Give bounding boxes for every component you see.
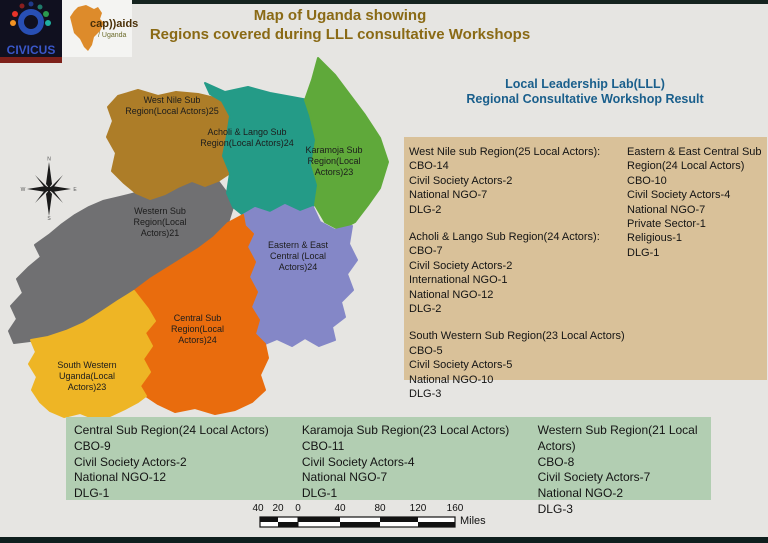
stat-line: CBO-8	[537, 454, 575, 469]
capaids-sublabel: / Uganda	[98, 32, 127, 39]
eastern-east-central-results	[627, 145, 767, 260]
capaids-logo	[62, 0, 139, 57]
stat-line: National NGO-10	[409, 373, 494, 386]
compass-s: S	[47, 216, 51, 220]
south-western-results	[409, 329, 627, 401]
stat-line: National NGO-7	[627, 203, 706, 216]
scale-tick: 120	[409, 503, 427, 514]
section-title: South Western Sub Region(23 Local Actors)	[409, 330, 625, 343]
western-results	[537, 423, 711, 516]
map-label-karamoja: Karamoja Sub Region(Local Actors)23	[305, 145, 363, 177]
karamoja-results	[302, 423, 538, 500]
section-title: Karamoja Sub Region(23 Local Actors)	[301, 423, 510, 437]
stat-line: Private Sector-1	[627, 218, 706, 231]
compass-n: N	[47, 156, 51, 163]
stat-line: DLG-1	[627, 246, 660, 259]
stat-line: Civil Society Actors-7	[537, 470, 651, 485]
page-title	[140, 6, 540, 44]
stat-line: DLG-2	[409, 303, 442, 316]
scale-tick: 80	[374, 503, 386, 514]
title-line-2: Regions covered during LLL consultative Workshops	[149, 26, 531, 43]
central-results	[74, 423, 302, 500]
scale-bar-graphic	[250, 516, 495, 530]
stat-line: DLG-1	[301, 486, 338, 501]
scale-tick: 160	[446, 503, 464, 514]
title-line-1: Map of Uganda showing	[253, 7, 427, 24]
map-scale-bar	[250, 503, 495, 535]
stat-line: Civil Society Actors-2	[409, 259, 513, 272]
stat-line: Civil Society Actors-5	[409, 359, 513, 372]
stat-line: DLG-2	[409, 203, 442, 216]
map-label-south-western: South Western Uganda(Local Actors)23	[57, 360, 117, 392]
civicus-label: CIVICUS	[6, 43, 56, 57]
scale-unit-label: Miles	[460, 515, 486, 527]
result-panel-heading	[410, 77, 760, 107]
results-left-column	[409, 145, 627, 401]
stat-line: National NGO-2	[537, 486, 624, 501]
map-label-western: Western Sub Region(Local Actors)21	[133, 206, 187, 238]
regional-results-panel	[404, 137, 767, 401]
section-title: Western Sub Region(21 Local Actors)	[537, 423, 698, 453]
section-title: Acholi & Lango Sub Region(24 Actors):	[409, 231, 600, 244]
stat-line: DLG-1	[74, 486, 110, 501]
civicus-logo	[0, 0, 62, 57]
stat-line: CBO-10	[627, 174, 667, 187]
scale-tick: 0	[295, 503, 301, 514]
section-title: Eastern & East Central Sub Region(24 Local Actors)	[627, 146, 762, 173]
scale-tick: 40	[252, 503, 264, 514]
stat-line: Civil Society Actors-4	[627, 189, 731, 202]
compass-e: E	[73, 187, 77, 193]
stat-line: DLG-3	[537, 501, 573, 516]
scale-tick: 40	[334, 503, 346, 514]
compass-rose	[20, 156, 78, 220]
stat-line: CBO-7	[409, 245, 443, 258]
map-label-central: Central Sub Region(Local Actors)24	[170, 313, 225, 345]
stat-line: DLG-3	[409, 388, 442, 401]
map-label-eastern: Eastern & East Central (Local Actors)24	[267, 240, 329, 272]
acholi-lango-results	[409, 230, 627, 316]
stat-line: CBO-9	[74, 438, 111, 453]
capaids-label: cap))aids	[90, 18, 139, 30]
results-right-column	[627, 145, 767, 380]
stat-line: Civil Society Actors-2	[74, 454, 187, 469]
region-karamoja	[305, 58, 388, 230]
map-label-acholi-lango: Acholi & Lango Sub Region(Local Actors)24	[200, 127, 294, 148]
section-title: West Nile sub Region(25 Local Actors):	[409, 146, 601, 158]
stat-line: National NGO-7	[301, 470, 388, 485]
stat-line: International NGO-1	[409, 274, 508, 287]
stat-line: Civil Society Actors-4	[301, 454, 415, 469]
heading-line-1: Local Leadership Lab(LLL)	[505, 77, 665, 91]
section-title: Central Sub Region(24 Local Actors)	[74, 423, 269, 437]
stat-line: National NGO-12	[74, 470, 167, 485]
stat-line: National NGO-12	[409, 288, 494, 301]
compass-w: W	[20, 187, 26, 193]
stat-line: National NGO-7	[409, 189, 488, 202]
bottom-border-strip	[0, 537, 768, 543]
stat-line: Religious-1	[627, 232, 683, 245]
scale-tick: 20	[272, 503, 284, 514]
civicus-icon	[0, 0, 62, 44]
stat-line: CBO-5	[409, 344, 443, 357]
stat-line: CBO-14	[409, 160, 449, 173]
map-label-west-nile: West Nile Sub Region(Local Actors)25	[125, 95, 219, 116]
stat-line: Civil Society Actors-2	[409, 174, 513, 187]
heading-line-2: Regional Consultative Workshop Result	[466, 92, 704, 106]
stat-line: CBO-11	[301, 438, 345, 453]
west-nile-results	[409, 145, 627, 217]
